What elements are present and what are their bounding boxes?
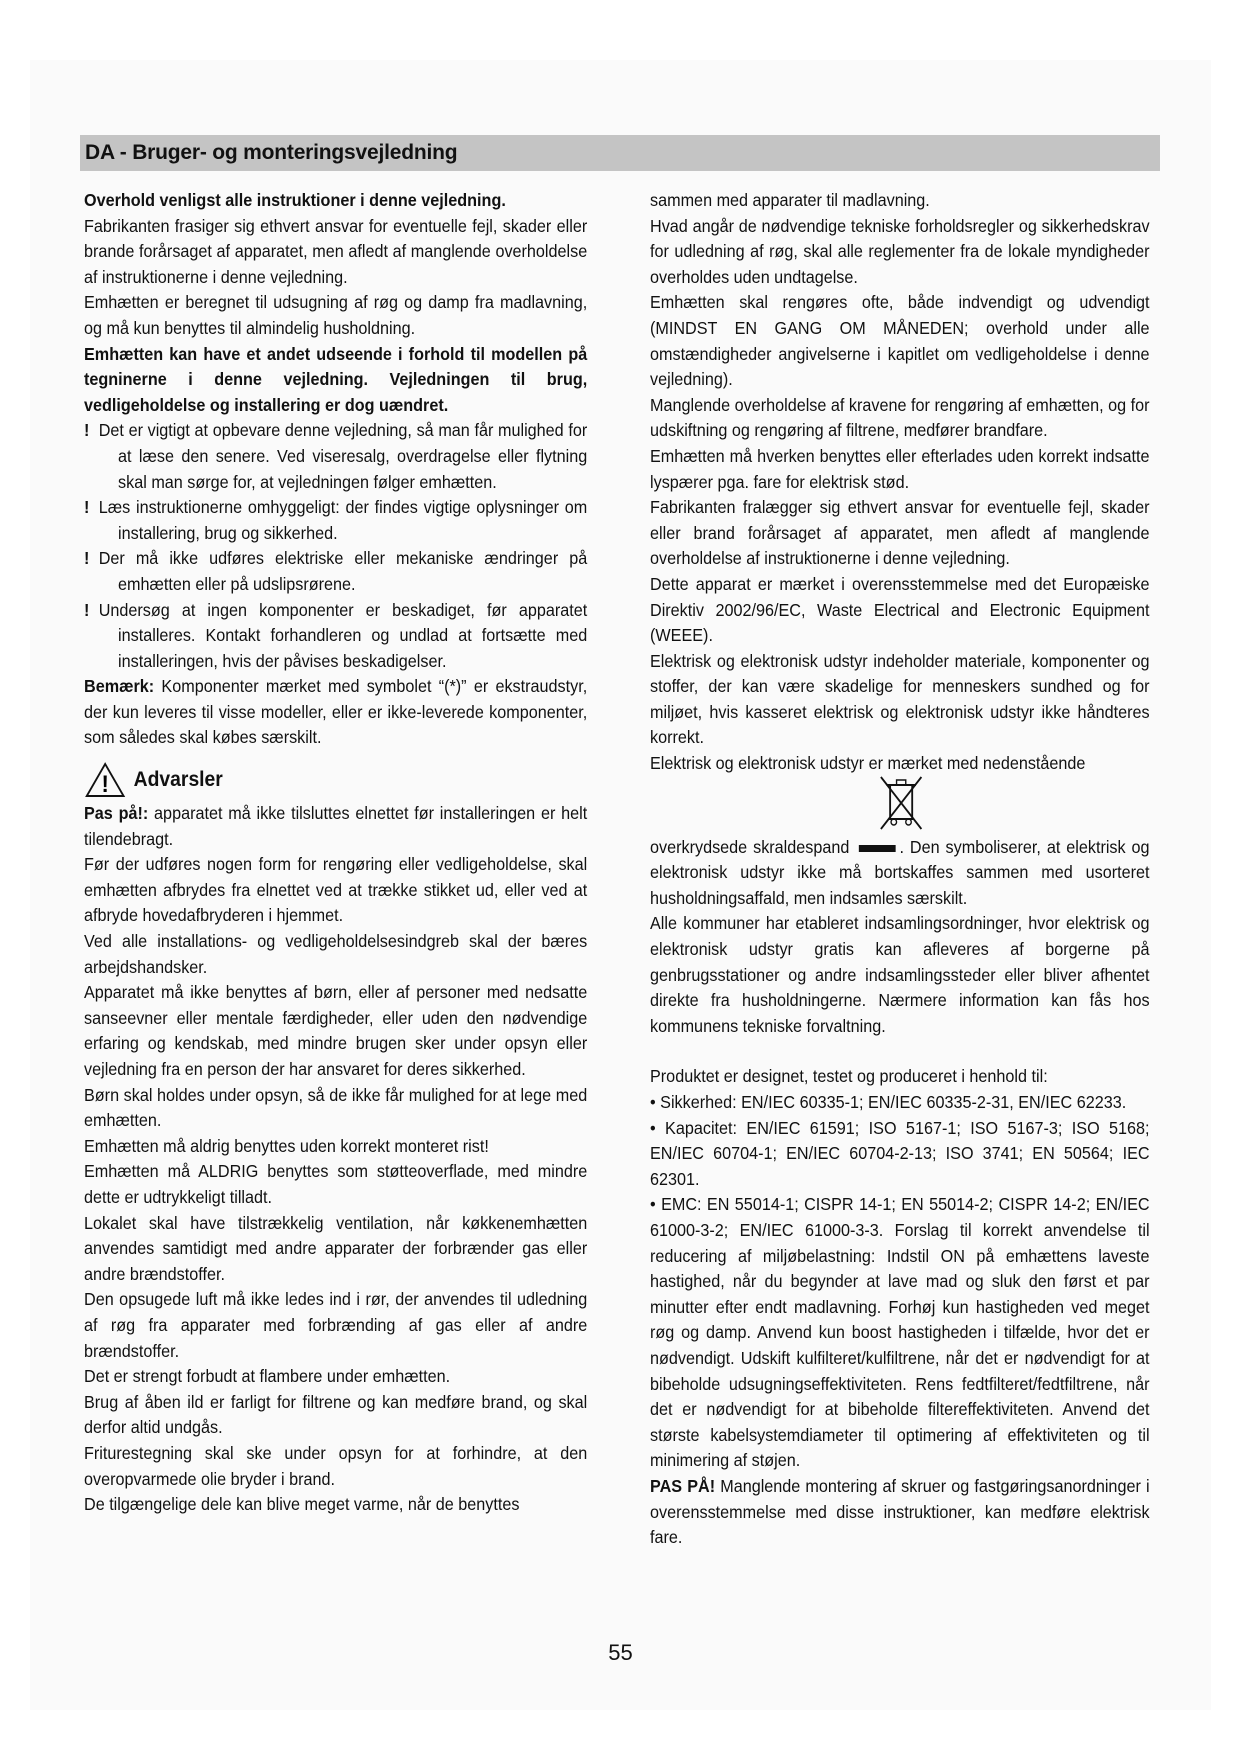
paragraph: Børn skal holdes under opsyn, så de ikke får mulighed for at lege med emhætten. [84, 1084, 588, 1131]
caution-label: Pas på!: [84, 803, 149, 824]
warnings-heading [84, 761, 587, 799]
page-title: DA - Bruger- og monteringsvejledning [85, 141, 458, 164]
paragraph: sammen med apparater til madlavning. [650, 190, 930, 210]
paragraph: Elektrisk og elektronisk udstyr er mærket med nedenstående [650, 753, 1086, 774]
warnings-title: Advarsler [133, 768, 223, 792]
svg-text:!: ! [101, 770, 109, 798]
intro-heading: Overhold venligst alle instruktioner i denne vejledning. [84, 190, 506, 210]
spacer [650, 1039, 1150, 1064]
final-warning-label: PAS PÅ! [650, 1475, 716, 1496]
weee-black-bar [859, 845, 896, 852]
list-item: ! Det er vigtigt at opbevare denne vejledning, så man får mulighed for at læse den senere. Ved viseresalg, overdragelse eller flytning skal man sørge for, at vejledningen følger emhætten. [84, 420, 588, 492]
paragraph: Emhætten må ALDRIG benyttes som støtteoverflade, med mindre dette er udtrykkeligt tilladt. [84, 1161, 588, 1207]
paragraph: Dette apparat er mærket i overensstemmelse med det Europæiske Direktiv 2002/96/EC, Waste Electrical and Electronic Equipment (WEEE). [650, 573, 1150, 646]
paragraph: Ved alle installations- og vedligeholdelsesindgreb skal der bæres arbejdshandsker. [84, 931, 588, 977]
paragraph: Friturestegning skal ske under opsyn for at forhindre, at den overopvarmede olie bryder i brand. [84, 1442, 588, 1489]
page-number: 55 [608, 1640, 633, 1665]
paragraph: Apparatet må ikke benyttes af børn, eller af personer med nedsatte sanseevner eller mentale færdigheder, eller uden den nødvendige erfaring og kendskab, med mindre brugen sker under opsyn eller vejledning fra en person der har ansvaret for deres sikkerhed. [84, 982, 588, 1079]
paragraph: Fabrikanten frasiger sig ethvert ansvar for eventuelle fejl, skader eller brande forårsaget af apparatet, men afledt af manglende overholdelse af instruktionerne i denne vejledning. [84, 215, 588, 287]
caution-paragraph: Pas på!: apparatet må ikke tilsluttes elnettet før installeringen er helt tilendebragt. [84, 803, 588, 849]
weee-symbol-row [650, 777, 1150, 835]
left-column [84, 188, 587, 1518]
note-label: Bemærk: [84, 676, 155, 697]
paragraph: De tilgængelige dele kan blive meget varme, når de benyttes [84, 1494, 520, 1515]
exclamation-mark: ! [84, 420, 90, 441]
section-header-bar [80, 135, 1160, 171]
paragraph: Emhætten skal rengøres ofte, både indvendigt og udvendigt (MINDST EN GANG OM MÅNEDEN; overhold under alle omstændigheder angivelserne i kapitlet om vedligeholdelse i denne vejledning). [650, 292, 1150, 390]
paragraph: Brug af åben ild er farligt for filtrene og kan medføre brand, og skal derfor altid undgås. [84, 1391, 588, 1438]
paragraph: Emhætten er beregnet til udsugning af røg og damp fra madlavning, og må kun benyttes til almindelig husholdning. [84, 292, 588, 338]
paragraph: Produktet er designet, testet og produceret i henhold til: [650, 1066, 1048, 1087]
standards-item: • Sikkerhed: EN/IEC 60335-1; EN/IEC 60335-2-31, EN/IEC 62233. [650, 1092, 1127, 1112]
list-item: ! Læs instruktionerne omhyggeligt: der findes vigtige oplysninger om installering, brug og sikkerhed. [84, 497, 588, 543]
note-paragraph: Bemærk: Komponenter mærket med symbolet “(*)” er ekstraudstyr, der kun leveres til visse modeller, eller er ikke-leverede komponenter, som således skal købes særskilt. [84, 676, 588, 748]
paragraph: Emhætten må hverken benyttes eller efterlades uden korrekt indsatte lyspærer pga. fare for elektrisk stød. [650, 445, 1150, 492]
paragraph: Elektrisk og elektronisk udstyr indeholder materiale, komponenter og stoffer, der kan være skadelige for menneskers sundhed og for miljøet, hvis kasseret elektrisk og elektronisk udstyr ikke håndteres korrekt. [650, 650, 1150, 748]
final-warning: PAS PÅ! Manglende montering af skruer og fastgøringsanordninger i overensstemmelse med disse instruktioner, kan medføre elektrisk fare. [650, 1475, 1150, 1548]
paragraph: Hvad angår de nødvendige tekniske forholdsregler og sikkerhedskrav for udledning af røg, skal alle reglementer fra de lokale myndigheder overholdes uden undtagelse. [650, 215, 1150, 287]
paragraph: Manglende overholdelse af kravene for rengøring af emhætten, og for udskiftning og rengøring af filtrene, medfører brandfare. [650, 394, 1150, 441]
paragraph: Emhætten må aldrig benyttes uden korrekt monteret rist! [84, 1135, 489, 1156]
exclamation-mark: ! [84, 599, 90, 620]
list-item: ! Der må ikke udføres elektriske eller mekaniske ændringer på emhætten eller på udslipsrørene. [84, 548, 588, 594]
paragraph: Lokalet skal have tilstrækkelig ventilation, når køkkenemhætten anvendes samtidigt med andre apparater der forbrænder gas eller andre brændstoffer. [84, 1212, 588, 1284]
paragraph: Det er strengt forbudt at flambere under emhætten. [84, 1366, 451, 1387]
crossed-bin-icon [875, 773, 927, 833]
weee-paragraph: overkrydsede skraldespand . Den symboliserer, at elektrisk og elektronisk udstyr ikke må bortskaffes sammen med usorteret husholdningsaffald, men indsamles særskilt. [650, 836, 1150, 908]
notice-bold: Emhætten kan have et andet udseende i forhold til modellen på tegninerne i denne vejledning. Vejledningen til brug, vedligeholdelse og installering er dog uændret. [84, 343, 588, 415]
exclamation-mark: ! [84, 497, 90, 518]
exclamation-mark: ! [84, 548, 90, 569]
right-column [650, 188, 1150, 1551]
paragraph: Alle kommuner har etableret indsamlingsordninger, hvor elektrisk og elektronisk udstyr gratis kan afleveres af borgerne på genbrugsstationer og andre indsamlingssteder eller bliver afhentet direkte fra husholdningerne. Nærmere information kan fås hos kommunens tekniske forvaltning. [650, 913, 1150, 1036]
standards-item: • EMC: EN 55014-1; CISPR 14-1; EN 55014-2; CISPR 14-2; EN/IEC 61000-3-2; EN/IEC 61000-3-3. Forslag til korrekt anvendelse til reducering af miljøbelastning: Indstil ON på emhættens laveste hastighed, når du begynder at lave mad og sluk den først et par minutter efter endt madlavning. Forhøj kun hastigheden ved meget røg og damp. Anvend kun boost hastigheden i tilfælde, hvor det er nødvendigt. Udskift kulfilteret/kulfiltrene, når det er nødvendigt for at bibeholde udsugningseffektiviteten. Rens fedtfilteret/fedtfiltrene, når det er nødvendigt for at bibeholde filtereffektiviteten. Anvend det største kabelsystemdiameter til optimering af effektiviteten og til minimering af støjen. [650, 1194, 1150, 1471]
paragraph: Fabrikanten fralægger sig ethvert ansvar for eventuelle fejl, skader eller brand forårsaget af apparatet, men afledt af manglende overholdelse af instruktionerne i denne vejledning. [650, 497, 1150, 569]
standards-item: • Kapacitet: EN/IEC 61591; ISO 5167-1; ISO 5167-3; ISO 5168; EN/IEC 60704-1; EN/IEC 60704-2-13; ISO 3741; EN 50564; IEC 62301. [650, 1117, 1150, 1189]
paragraph: Den opsugede luft må ikke ledes ind i rør, der anvendes til udledning af røg fra apparater med forbrænding af gas eller af andre brændstoffer. [84, 1289, 588, 1361]
warning-triangle-icon [84, 761, 126, 799]
paragraph: Før der udføres nogen form for rengøring eller vedligeholdelse, skal emhætten afbrydes fra elnettet ved at trække stikket ud, eller ved at afbryde hovedafbryderen i hjemmet. [84, 854, 588, 926]
list-item: ! Undersøg at ingen komponenter er beskadiget, før apparatet installeres. Kontakt forhandleren og undlad at fortsætte med installeringen, hvis der påvises beskadigelser. [84, 599, 588, 671]
